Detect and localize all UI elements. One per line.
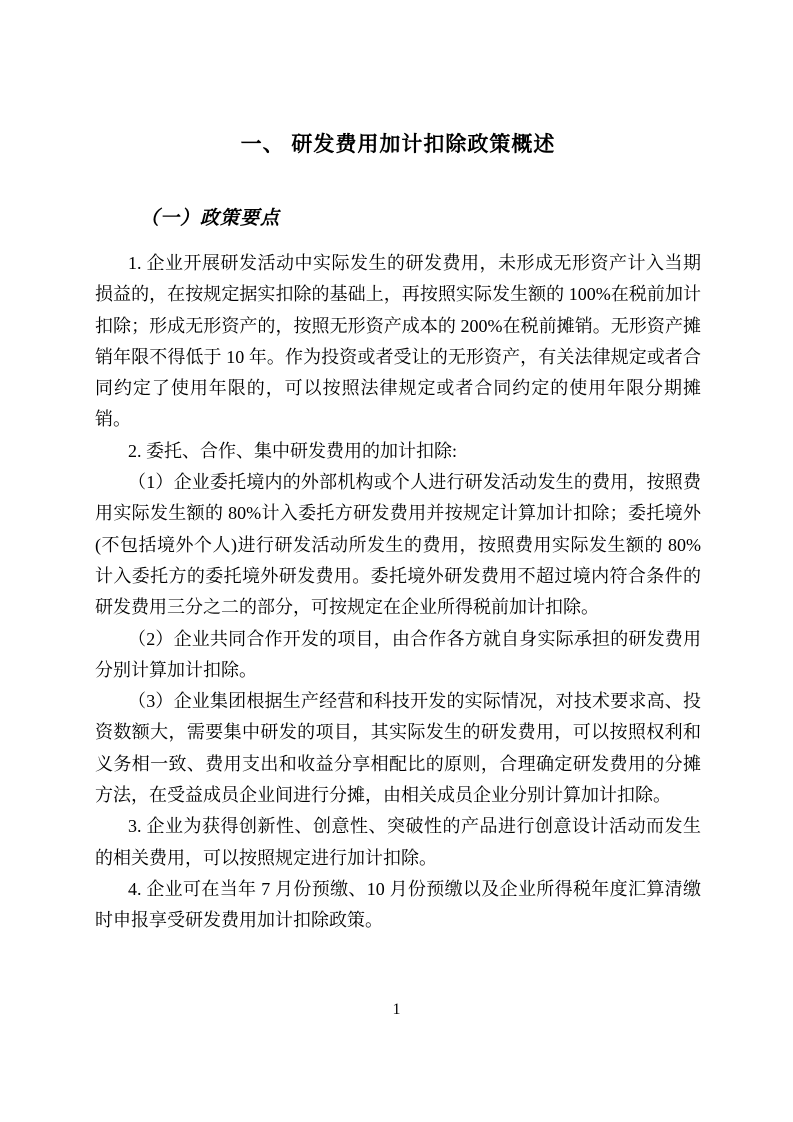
paragraph: 3. 企业为获得创新性、创意性、突破性的产品进行创意设计活动而发生的相关费用，可以按照规定进行加计扣除。 <box>95 816 701 868</box>
page-number: 1 <box>392 1001 401 1018</box>
paragraph: 4. 企业可在当年 7 月份预缴、10 月份预缴以及企业所得税年度汇算清缴时申报享受研发费用加计扣除政策。 <box>95 878 701 931</box>
body-text <box>95 248 701 937</box>
paragraph: 2. 委托、合作、集中研发费用的加计扣除: <box>128 440 457 461</box>
paragraph: （1）企业委托境内的外部机构或个人进行研发活动发生的费用，按照费用实际发生额的 80%计入委托方研发费用并按规定计算加计扣除；委托境外(不包括境外个人)进行研发活动所发生的费用，按照费用实际发生额的 80%计入委托方的委托境外研发费用。委托境外研发费用不超过境内符合条件的研发费用三分之二的部分，可按规定在企业所得税前加计扣除。 <box>95 472 701 618</box>
document-title: 一、 研发费用加计扣除政策概述 <box>240 133 556 156</box>
paragraph: （3）企业集团根据生产经营和科技开发的实际情况，对技术要求高、投资数额大，需要集中研发的项目，其实际发生的研发费用，可以按照权利和义务相一致、费用支出和收益分享相配比的原则，合理确定研发费用的分摊方法，在受益成员企业间进行分摊，由相关成员企业分别计算加计扣除。 <box>95 691 701 806</box>
paragraph: （2）企业共同合作开发的项目，由合作各方就自身实际承担的研发费用分别计算加计扣除。 <box>95 628 701 680</box>
document-content <box>0 128 793 937</box>
section-heading-policy-points: （一）政策要点 <box>140 208 281 229</box>
paragraph: 1. 企业开展研发活动中实际发生的研发费用，未形成无形资产计入当期损益的，在按规定据实扣除的基础上，再按照实际发生额的 100%在税前加计扣除；形成无形资产的，按照无形资产成本的 200%在税前摊销。无形资产摊销年限不得低于 10 年。作为投资或者受让的无形资产，有关法律规定或者合同约定了使用年限的，可以按照法律规定或者合同约定的使用年限分期摊销。 <box>95 253 701 430</box>
